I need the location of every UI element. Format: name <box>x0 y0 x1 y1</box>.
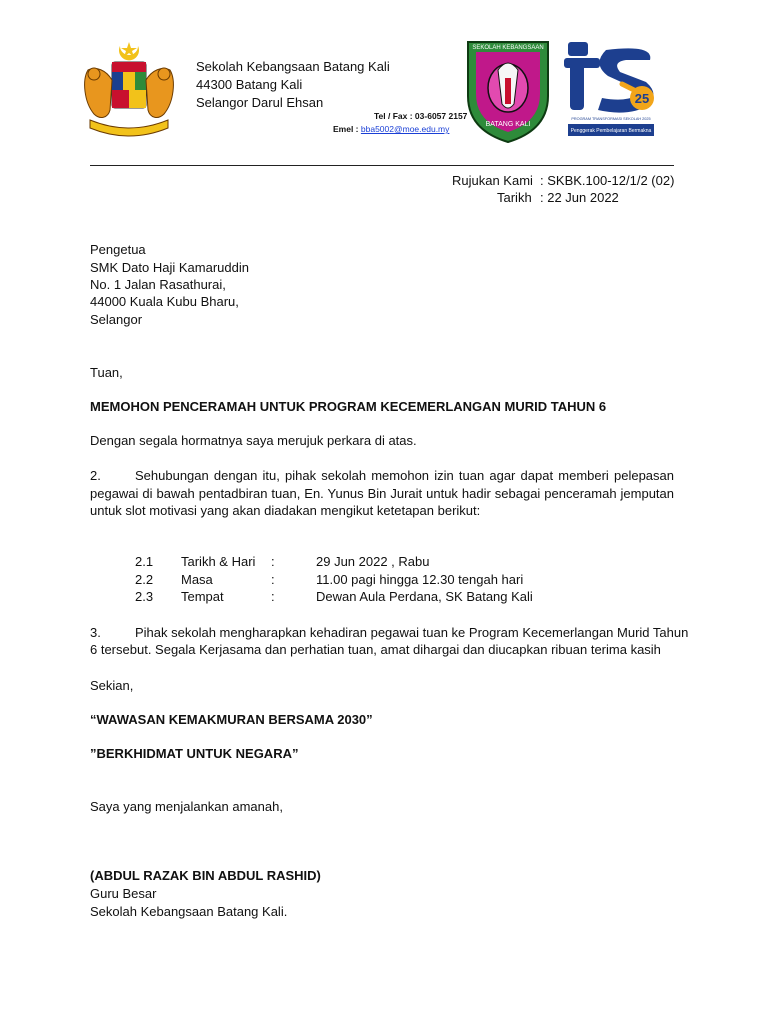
paragraph-2-line: pegawai di bawah pentadbiran tuan, En. Yunus Bin Jurait untuk hadir sebagai penceramah jemputan <box>90 486 674 501</box>
letter-subject: MEMOHON PENCERAMAH UNTUK PROGRAM KECEMERLANGAN MURID TAHUN 6 <box>90 399 607 414</box>
school-name: Sekolah Kebangsaan Batang Kali <box>196 59 390 74</box>
motto-berkhidmat: ”BERKHIDMAT UNTUK NEGARA” <box>90 746 299 761</box>
detail-value: 11.00 pagi hingga 12.30 tengah hari <box>316 572 524 587</box>
detail-label: Tempat <box>181 589 224 604</box>
motto-wawasan: “WAWASAN KEMAKMURAN BERSAMA 2030” <box>90 712 373 727</box>
detail-number: 2.1 <box>135 554 154 569</box>
detail-value: Dewan Aula Perdana, SK Batang Kali <box>316 589 533 604</box>
signatory-name: (ABDUL RAZAK BIN ABDUL RASHID) <box>90 868 321 883</box>
closing: Sekian, <box>90 678 134 693</box>
paragraph-2-line: Sehubungan dengan itu, pihak sekolah memohon izin tuan agar dapat memberi pelepasan <box>135 468 674 483</box>
ref-value: : SKBK.100-12/1/2 (02) <box>540 173 675 188</box>
ref-label: Rujukan Kami <box>452 173 533 188</box>
paragraph-2-number: 2. <box>90 468 101 483</box>
email-row <box>333 124 449 135</box>
recipient-line: Pengetua <box>90 242 146 257</box>
detail-label: Tarikh & Hari <box>181 554 256 569</box>
recipient-line: Selangor <box>90 312 143 327</box>
paragraph-1: Dengan segala hormatnya saya merujuk perkara di atas. <box>90 433 417 448</box>
school-badge-text-top: SEKOLAH KEBANGSAAN <box>472 45 544 51</box>
signatory-title: Guru Besar <box>90 886 157 901</box>
school-badge-logo <box>462 34 554 144</box>
school-address-line1: 44300 Batang Kali <box>196 77 303 92</box>
paragraph-3-line: Pihak sekolah mengharapkan kehadiran pegawai tuan ke Program Kecemerlangan Murid Tahun <box>135 625 689 640</box>
paragraph-3-line: 6 tersebut. Segala Kerjasama dan perhatian tuan, amat dihargai dan diucapkan ribuan terima kasih <box>90 642 661 657</box>
recipient-line: SMK Dato Haji Kamaruddin <box>90 260 249 275</box>
recipient-line: 44000 Kuala Kubu Bharu, <box>90 294 239 309</box>
salutation: Tuan, <box>90 365 123 380</box>
malaysia-coat-of-arms-logo <box>78 40 180 140</box>
header-divider <box>90 165 674 166</box>
detail-value: 29 Jun 2022 , Rabu <box>316 554 430 569</box>
email-link[interactable]: bba5002@moe.edu.my <box>360 124 450 134</box>
date-label: Tarikh <box>497 190 532 205</box>
tel-fax: Tel / Fax : 03-6057 2157 <box>374 111 468 121</box>
detail-separator: : <box>271 554 275 569</box>
detail-separator: : <box>271 589 275 604</box>
ts-logo-number: 25 <box>634 91 650 106</box>
detail-number: 2.3 <box>135 589 154 604</box>
ts-logo-tagline: Penggerak Pembelajaran Bermakna <box>570 128 652 134</box>
school-address-line2: Selangor Darul Ehsan <box>196 95 324 110</box>
paragraph-2-line: untuk slot motivasi yang akan diadakan mengikut ketetapan berikut: <box>90 503 481 518</box>
paragraph-3-number: 3. <box>90 625 101 640</box>
email-label: Emel : <box>333 124 359 134</box>
trust-line: Saya yang menjalankan amanah, <box>90 799 283 814</box>
detail-number: 2.2 <box>135 572 154 587</box>
detail-label: Masa <box>181 572 213 587</box>
date-value: : 22 Jun 2022 <box>540 190 619 205</box>
detail-separator: : <box>271 572 275 587</box>
signatory-organization: Sekolah Kebangsaan Batang Kali. <box>90 904 288 919</box>
ts25-program-logo <box>562 38 660 142</box>
recipient-line: No. 1 Jalan Rasathurai, <box>90 277 226 292</box>
ts-logo-caption: PROGRAM TRANSFORMASI SEKOLAH 2025 <box>571 117 651 121</box>
school-badge-text-bottom: BATANG KALI <box>485 121 531 128</box>
